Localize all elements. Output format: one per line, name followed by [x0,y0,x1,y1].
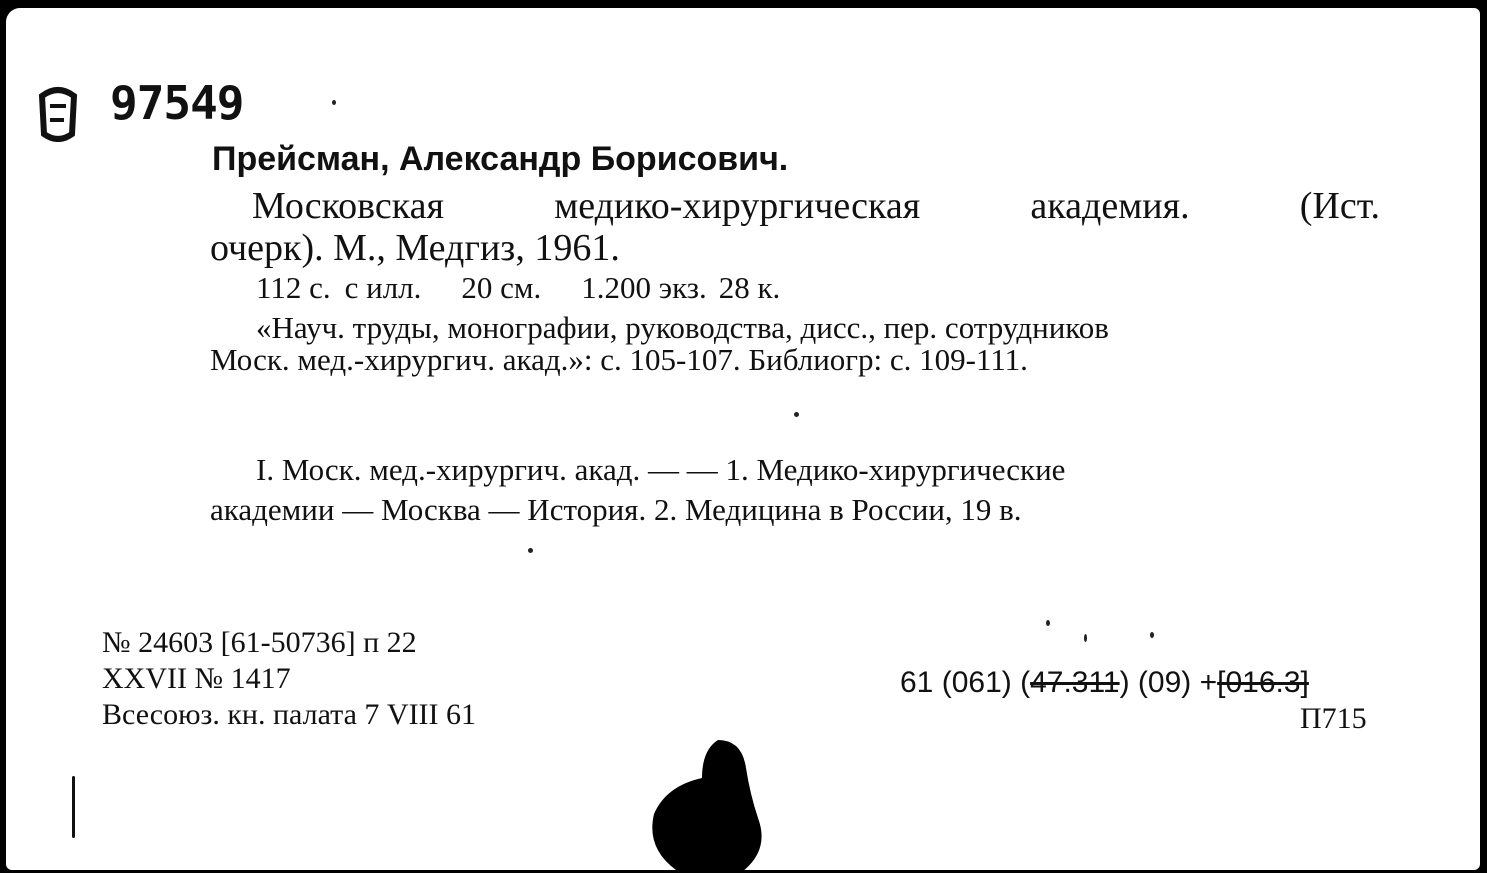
title-word: Московская [252,185,445,227]
title-word: академия. [1030,185,1190,227]
physical-description [256,270,780,306]
shelf-mark: П715 [1300,702,1367,735]
title-line-2: очерк). М., Медгиз, 1961. [210,227,620,269]
udc-index [900,666,1309,700]
udc-main: 61 (061) ( [900,666,1031,699]
title-word: медико-хирургическая [554,185,921,227]
library-stamp-mark [36,86,80,142]
speck [794,412,799,417]
book-chamber: Всесоюз. кн. палата 7 VIII 61 [102,698,477,731]
pages: 112 с. [256,270,331,305]
inventory-number: 97549 [110,76,244,130]
subjects-line-2: академии — Москва — История. 2. Медицина в России, 19 в. [210,492,1022,527]
margin-stroke [72,776,75,838]
ink-blot [646,738,766,870]
author-heading: Прейсман, Александр Борисович. [212,140,789,178]
print-run: 1.200 экз. [581,270,707,305]
udc-mid: ) (09) + [1119,666,1218,699]
title-line-1 [252,184,1380,228]
speck [1150,632,1154,638]
record-volume: XXVII № 1417 [102,662,291,695]
series-line-2: Моск. мед.-хирургич. акад.»: с. 105-107. Библиогр: с. 109-111. [210,342,1028,377]
illustrations: с илл. [344,270,422,305]
subjects-line-1: I. Моск. мед.-хирургич. акад. — — 1. Медико-хирургические [256,452,1066,487]
record-number: № 24603 [61-50736] п 22 [102,626,417,659]
udc-struck: [016.3] [1217,666,1309,699]
series-line-1: «Науч. труды, монографии, руководства, дисс., пер. сотрудников [256,310,1109,345]
speck [1084,634,1087,642]
speck [1046,620,1050,626]
title-word: (Ист. [1299,185,1380,227]
udc-struck: 47.311 [1030,666,1120,699]
speck [528,548,533,553]
speck [332,100,336,105]
price: 28 к. [718,270,781,305]
catalog-card [6,8,1480,870]
size: 20 см. [461,270,542,305]
